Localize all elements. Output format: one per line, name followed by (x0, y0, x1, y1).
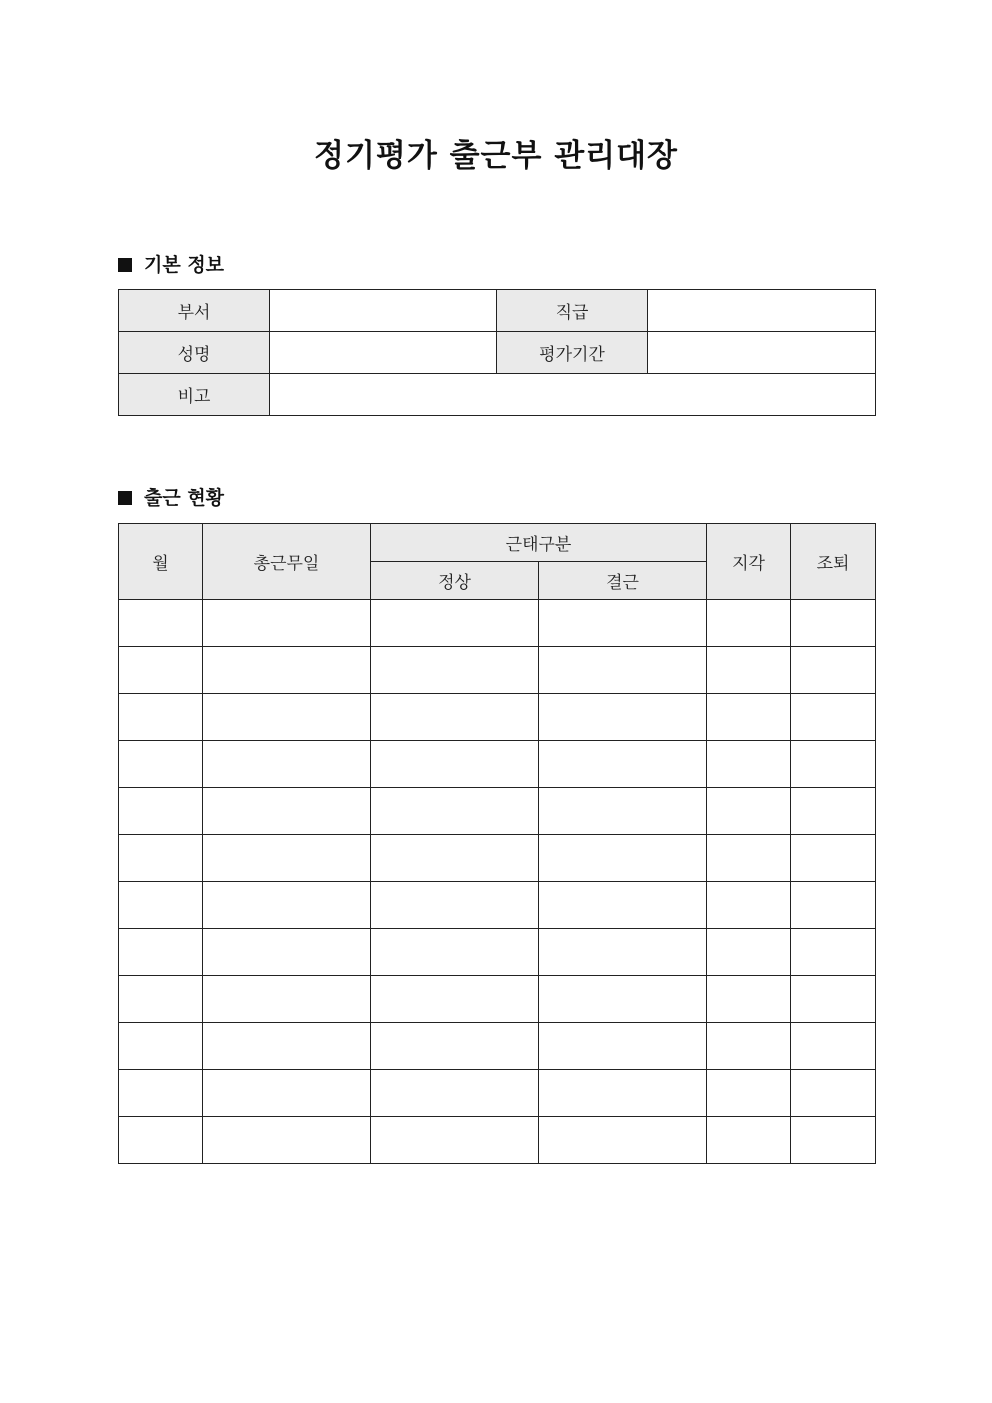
cell-normal[interactable] (371, 835, 539, 882)
cell-normal[interactable] (371, 929, 539, 976)
col-normal: 정상 (371, 562, 539, 600)
period-field[interactable] (648, 332, 876, 374)
cell-month[interactable] (119, 929, 203, 976)
note-field[interactable] (270, 374, 876, 416)
cell-late[interactable] (707, 788, 791, 835)
cell-absent[interactable] (539, 788, 707, 835)
cell-late[interactable] (707, 600, 791, 647)
name-field[interactable] (270, 332, 497, 374)
table-row (119, 976, 876, 1023)
col-category: 근태구분 (371, 524, 707, 562)
table-row (119, 835, 876, 882)
col-early-leave: 조퇴 (791, 524, 876, 600)
note-label: 비고 (119, 374, 270, 416)
info-row-name (119, 332, 876, 374)
table-row (119, 929, 876, 976)
name-label: 성명 (119, 332, 270, 374)
cell-early-leave[interactable] (791, 694, 876, 741)
cell-normal[interactable] (371, 1023, 539, 1070)
cell-normal[interactable] (371, 647, 539, 694)
cell-late[interactable] (707, 1070, 791, 1117)
table-row (119, 882, 876, 929)
cell-total-days[interactable] (203, 1117, 371, 1164)
cell-late[interactable] (707, 976, 791, 1023)
cell-early-leave[interactable] (791, 1023, 876, 1070)
cell-total-days[interactable] (203, 1070, 371, 1117)
cell-late[interactable] (707, 647, 791, 694)
cell-late[interactable] (707, 694, 791, 741)
attendance-heading-text: 출근 현황 (144, 487, 225, 509)
cell-month[interactable] (119, 882, 203, 929)
cell-normal[interactable] (371, 694, 539, 741)
cell-early-leave[interactable] (791, 929, 876, 976)
cell-month[interactable] (119, 1070, 203, 1117)
cell-total-days[interactable] (203, 882, 371, 929)
table-row (119, 1117, 876, 1164)
cell-late[interactable] (707, 1117, 791, 1164)
attendance-heading (118, 485, 224, 511)
cell-absent[interactable] (539, 741, 707, 788)
table-row (119, 600, 876, 647)
cell-month[interactable] (119, 1117, 203, 1164)
attendance-header-row (119, 524, 876, 562)
cell-absent[interactable] (539, 929, 707, 976)
cell-late[interactable] (707, 929, 791, 976)
attendance-body (119, 600, 876, 1164)
info-row-note (119, 374, 876, 416)
table-row (119, 1070, 876, 1117)
cell-late[interactable] (707, 835, 791, 882)
square-bullet-icon (118, 258, 132, 272)
table-row (119, 788, 876, 835)
cell-month[interactable] (119, 600, 203, 647)
cell-early-leave[interactable] (791, 882, 876, 929)
cell-total-days[interactable] (203, 1023, 371, 1070)
department-label: 부서 (119, 290, 270, 332)
cell-month[interactable] (119, 647, 203, 694)
basic-info-table (118, 289, 876, 416)
cell-early-leave[interactable] (791, 600, 876, 647)
period-label: 평가기간 (497, 332, 648, 374)
cell-late[interactable] (707, 1023, 791, 1070)
attendance-table (118, 523, 876, 1164)
info-row-department (119, 290, 876, 332)
position-label: 직급 (497, 290, 648, 332)
cell-early-leave[interactable] (791, 1070, 876, 1117)
cell-normal[interactable] (371, 741, 539, 788)
square-bullet-icon (118, 491, 132, 505)
table-row (119, 1023, 876, 1070)
cell-late[interactable] (707, 741, 791, 788)
cell-total-days[interactable] (203, 929, 371, 976)
cell-absent[interactable] (539, 600, 707, 647)
cell-month[interactable] (119, 694, 203, 741)
table-row (119, 647, 876, 694)
cell-early-leave[interactable] (791, 1117, 876, 1164)
cell-normal[interactable] (371, 1070, 539, 1117)
cell-total-days[interactable] (203, 788, 371, 835)
cell-month[interactable] (119, 741, 203, 788)
cell-absent[interactable] (539, 835, 707, 882)
position-field[interactable] (648, 290, 876, 332)
cell-month[interactable] (119, 1023, 203, 1070)
cell-total-days[interactable] (203, 694, 371, 741)
cell-late[interactable] (707, 882, 791, 929)
cell-total-days[interactable] (203, 647, 371, 694)
cell-absent[interactable] (539, 694, 707, 741)
cell-total-days[interactable] (203, 976, 371, 1023)
cell-total-days[interactable] (203, 600, 371, 647)
col-late: 지각 (707, 524, 791, 600)
cell-month[interactable] (119, 976, 203, 1023)
cell-normal[interactable] (371, 882, 539, 929)
col-total-days: 총근무일 (203, 524, 371, 600)
cell-total-days[interactable] (203, 741, 371, 788)
cell-absent[interactable] (539, 976, 707, 1023)
table-row (119, 741, 876, 788)
cell-month[interactable] (119, 788, 203, 835)
cell-early-leave[interactable] (791, 976, 876, 1023)
cell-absent[interactable] (539, 1023, 707, 1070)
cell-early-leave[interactable] (791, 788, 876, 835)
cell-normal[interactable] (371, 788, 539, 835)
cell-absent[interactable] (539, 1070, 707, 1117)
col-month: 월 (119, 524, 203, 600)
col-absent: 결근 (539, 562, 707, 600)
cell-early-leave[interactable] (791, 741, 876, 788)
cell-absent[interactable] (539, 882, 707, 929)
cell-month[interactable] (119, 835, 203, 882)
cell-early-leave[interactable] (791, 835, 876, 882)
table-row (119, 694, 876, 741)
cell-normal[interactable] (371, 976, 539, 1023)
cell-early-leave[interactable] (791, 647, 876, 694)
cell-normal[interactable] (371, 1117, 539, 1164)
cell-normal[interactable] (371, 600, 539, 647)
cell-total-days[interactable] (203, 835, 371, 882)
basic-info-heading-text: 기본 정보 (144, 254, 225, 276)
cell-absent[interactable] (539, 1117, 707, 1164)
cell-absent[interactable] (539, 647, 707, 694)
basic-info-heading (118, 252, 224, 278)
department-field[interactable] (270, 290, 497, 332)
page-title: 정기평가 출근부 관리대장 (314, 138, 678, 174)
